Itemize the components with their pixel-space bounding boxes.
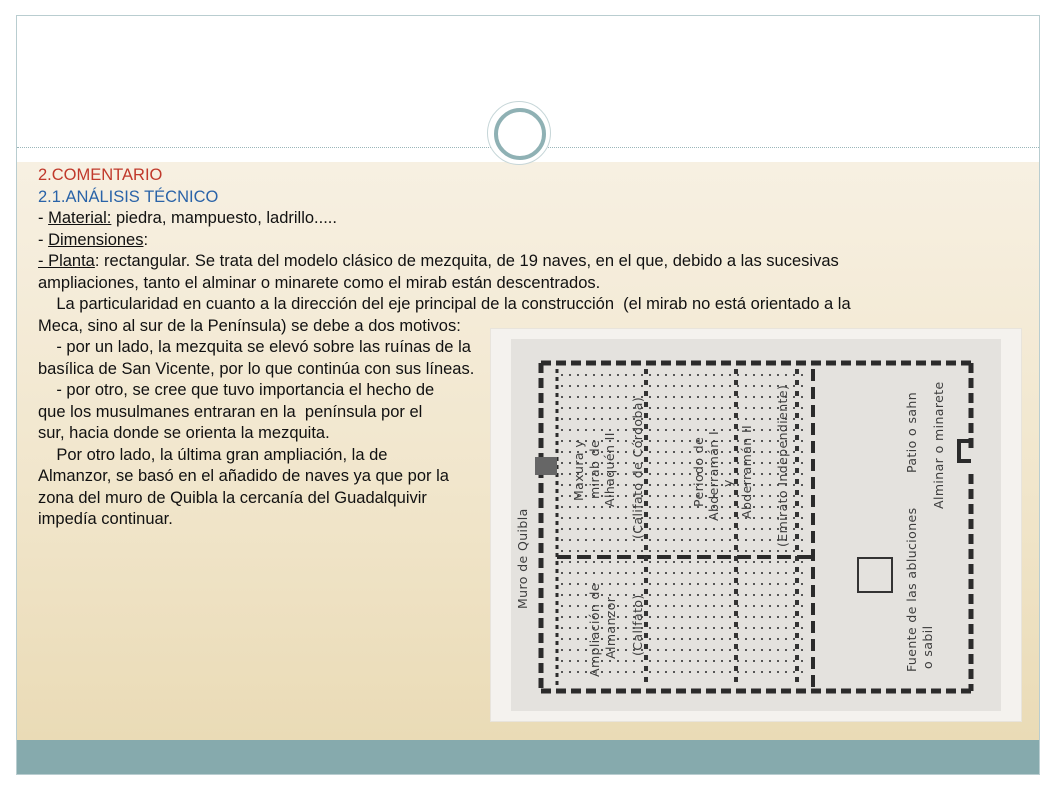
mosque-floor-plan: [490, 328, 1022, 722]
heading-analisis-tecnico: 2.1.ANÁLISIS TÉCNICO: [38, 187, 219, 206]
heading-comentario: 2.COMENTARIO: [38, 166, 163, 184]
paragraph-line: zona del muro de Quibla la cercanía del Guadalquivir: [38, 488, 427, 507]
plan-label-muro: Muro de Quibla: [515, 508, 530, 609]
dimensiones-line: [38, 230, 978, 252]
floor-plan-drawing: [491, 329, 1021, 721]
plan-label-alminar: Alminar o minarete: [931, 381, 946, 509]
plan-label-patio: Patio o sahn: [904, 391, 919, 473]
paragraph-line: - por un lado, la mezquita se elevó sobre las ruínas de la: [38, 338, 471, 356]
decorative-ring-icon: [494, 108, 546, 160]
material-label: Material:: [48, 209, 112, 227]
slide-footer-band: [17, 740, 1039, 775]
plan-label-maxura3: Alhaquén II: [602, 432, 617, 507]
material-prefix: -: [38, 209, 49, 227]
dimensiones-prefix: -: [38, 230, 49, 249]
plan-label-fuente2: o sabil: [920, 625, 935, 669]
paragraph-line: que los musulmanes entraran en la península por el: [38, 402, 423, 421]
paragraph-line: Meca, sino al sur de la Península) se debe a dos motivos:: [38, 316, 461, 335]
plan-label-califato: (Califato): [630, 594, 645, 656]
plan-label-periodo3: y: [720, 479, 735, 487]
dimensiones-label: Dimensiones: [48, 230, 144, 249]
plan-label-maxura2: mirab de: [587, 439, 602, 499]
material-line: [38, 208, 978, 230]
planta-line-2: ampliaciones, tanto el alminar o minarete como el mirab están descentrados.: [38, 273, 601, 292]
plan-label-amp2: Almanzor: [603, 596, 618, 659]
plan-label-periodo1: Periodo de: [691, 436, 706, 507]
paragraph-line: Por otro lado, la última gran ampliación, la de: [38, 445, 388, 464]
paragraph-line: basílica de San Vicente, por lo que continúa con sus líneas.: [38, 359, 475, 378]
paragraph-line: impedía continuar.: [38, 510, 173, 528]
paragraph-line: La particularidad en cuanto a la dirección del eje principal de la construcción (el mirab no está orientado a la: [38, 295, 851, 313]
plan-label-maxura1: Maxura y: [571, 439, 586, 501]
material-text: piedra, mampuesto, ladrillo.....: [111, 209, 337, 227]
plan-label-fuente1: Fuente de las abluciones: [904, 507, 919, 672]
plan-label-periodo2: Abderramán I: [706, 430, 721, 521]
plan-label-califato_cordoba: (Califato de Córdoba): [630, 396, 645, 539]
dimensiones-text: :: [143, 230, 149, 249]
mihrab-block: [535, 457, 557, 475]
paragraph-line: Almanzor, se basó en el añadido de naves ya que por la: [38, 467, 449, 485]
planta-label: - Planta: [38, 252, 95, 270]
planta-line: [38, 251, 978, 273]
plan-label-amp1: Ampliación de: [587, 583, 602, 677]
plan-label-emirato: (Emirato Independiente): [775, 384, 790, 547]
paragraph-line: sur, hacia donde se orienta la mezquita.: [38, 424, 330, 442]
planta-text: : rectangular. Se trata del modelo clásico de mezquita, de 19 naves, en el que, debido a las sucesivas: [94, 252, 839, 270]
plan-label-periodo4: Abderramán II: [739, 424, 754, 519]
paragraph-line: - por otro, se cree que tuvo importancia el hecho de: [38, 381, 435, 399]
